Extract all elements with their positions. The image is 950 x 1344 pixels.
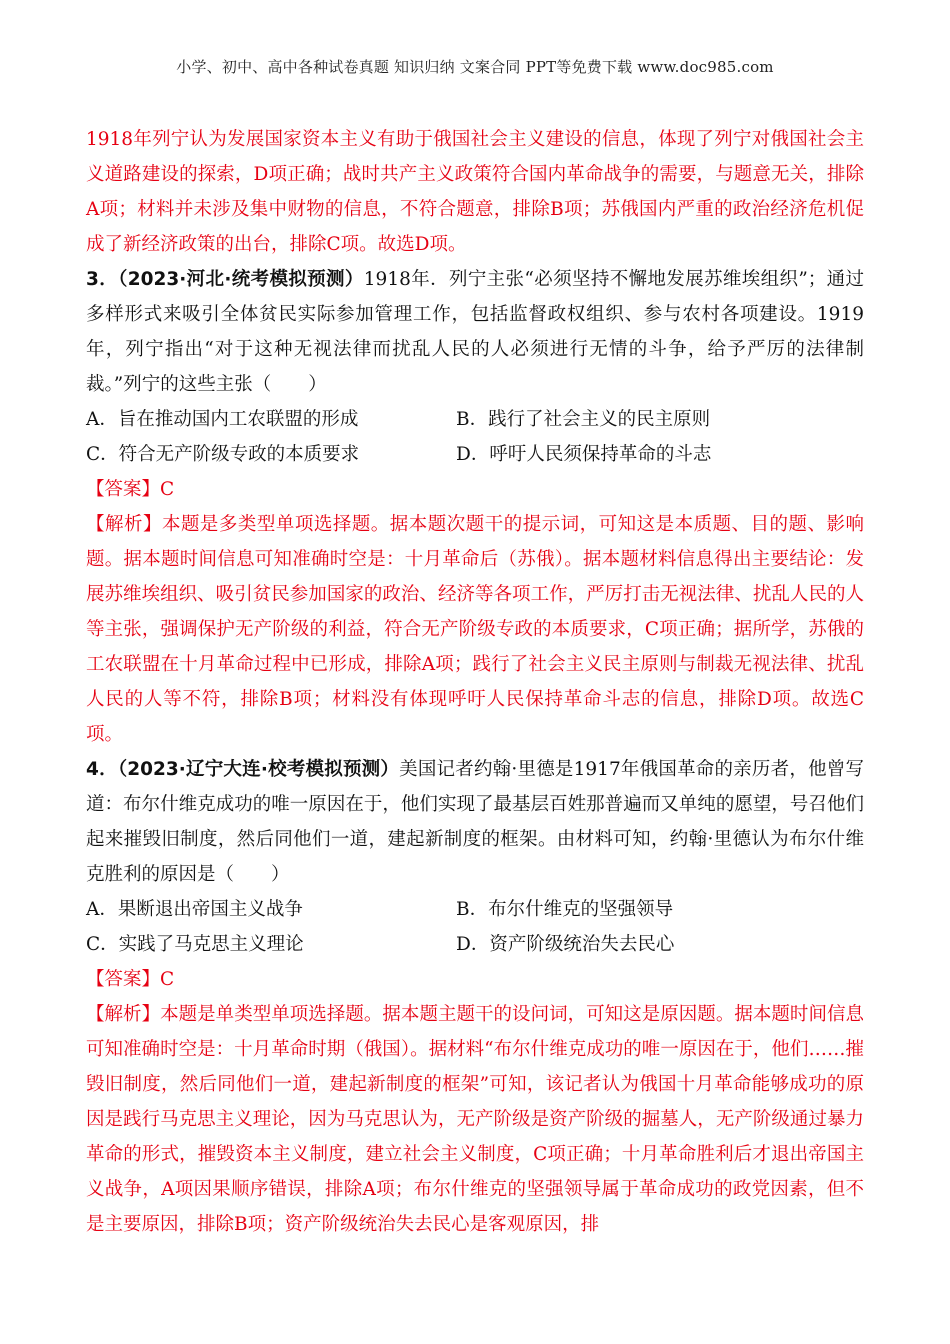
page-header: 小学、初中、高中各种试卷真题 知识归纳 文案合同 PPT等免费下载 www.doc985.com [176, 58, 774, 76]
option-c: C．符合无产阶级专政的本质要求 [86, 444, 360, 465]
answer: 【答案】C [86, 969, 175, 990]
analysis [86, 507, 864, 752]
previous-analysis: 1918年列宁认为发展国家资本主义有助于俄国社会主义建设的信息，体现了列宁对俄国社会主义道路建设的探索，D项正确；战时共产主义政策符合国内革命战争的需要，与题意无关，排除A项；材料并未涉及集中财物的信息，不符合题意，排除B项；苏俄国内严重的政治经济危机促成了新经济政策的出台，排除C项。故选D项。 [86, 129, 864, 255]
question-3 [86, 262, 864, 752]
option-d: D．呼吁人民须保持革命的斗志 [456, 444, 712, 465]
question-source: （2023·河北·统考模拟预测） [118, 269, 364, 290]
analysis-tag: 【解析】 [86, 1004, 161, 1025]
question-source: （2023·辽宁大连·校考模拟预测） [117, 759, 400, 780]
question-number: 3． [86, 269, 119, 290]
options [86, 892, 864, 962]
options [86, 402, 864, 472]
document-body [86, 122, 864, 1242]
option-d: D．资产阶级统治失去民心 [456, 934, 675, 955]
option-a: A．旨在推动国内工农联盟的形成 [86, 409, 359, 430]
option-b: B．布尔什维克的坚强领导 [456, 899, 674, 920]
question-text: 1918年．列宁主张“必须坚持不懈地发展苏维埃组织”；通过多样形式来吸引全体贫民实际参加管理工作，包括监督政权组织、参与农村各项建设。1919年，列宁指出“对于这种无视法律而扰乱人民的人必须进行无情的斗争，给予严厉的法律制裁。”列宁的这些主张（ ） [86, 269, 865, 395]
analysis-text: 本题是多类型单项选择题。据本题次题干的提示词，可知这是本质题、目的题、影响题。据本题时间信息可知准确时空是：十月革命后（苏俄）。据本题材料信息得出主要结论：发展苏维埃组织、吸引贫民参加国家的政治、经济等各项工作，严厉打击无视法律、扰乱人民的人等主张，强调保护无产阶级的利益，符合无产阶级专政的本质要求，C项正确；据所学，苏俄的工农联盟在十月革命过程中已形成，排除A项；践行了社会主义民主原则与制裁无视法律、扰乱人民的人等不符，排除B项；材料没有体现呼吁人民保持革命斗志的信息，排除D项。故选C项。 [86, 514, 864, 745]
question-text: 美国记者约翰·里德是1917年俄国革命的亲历者，他曾写道：布尔什维克成功的唯一原因在于，他们实现了最基层百姓那普遍而又单纯的愿望，号召他们起来摧毁旧制度，然后同他们一道，建起新制度的框架。由材料可知，约翰·里德认为布尔什维克胜利的原因是（ ） [86, 759, 865, 885]
question-stem [86, 752, 864, 892]
option-a: A．果断退出帝国主义战争 [86, 899, 303, 920]
analysis [86, 997, 864, 1242]
question-number: 4． [86, 759, 118, 780]
option-b: B．践行了社会主义的民主原则 [456, 409, 711, 430]
option-c: C．实践了马克思主义理论 [86, 934, 304, 955]
analysis-text: 本题是单类型单项选择题。据本题主题干的设问词，可知这是原因题。据本题时间信息可知准确时空是：十月革命时期（俄国）。据材料“布尔什维克成功的唯一原因在于，他们……摧毁旧制度，然后同他们一道，建起新制度的框架”可知，该记者认为俄国十月革命能够成功的原因是践行马克思主义理论，因为马克思认为，无产阶级是资产阶级的掘墓人，无产阶级通过暴力革命的形式，摧毁资本主义制度，建立社会主义制度，C项正确；十月革命胜利后才退出帝国主义战争，A项因果顺序错误，排除A项；布尔什维克的坚强领导属于革命成功的政党因素，但不是主要原因，排除B项；资产阶级统治失去民心是客观原因，排 [86, 1004, 864, 1235]
question-4 [86, 752, 864, 1242]
question-stem [86, 262, 864, 402]
analysis-tag: 【解析】 [86, 514, 162, 535]
answer: 【答案】C [86, 479, 175, 500]
